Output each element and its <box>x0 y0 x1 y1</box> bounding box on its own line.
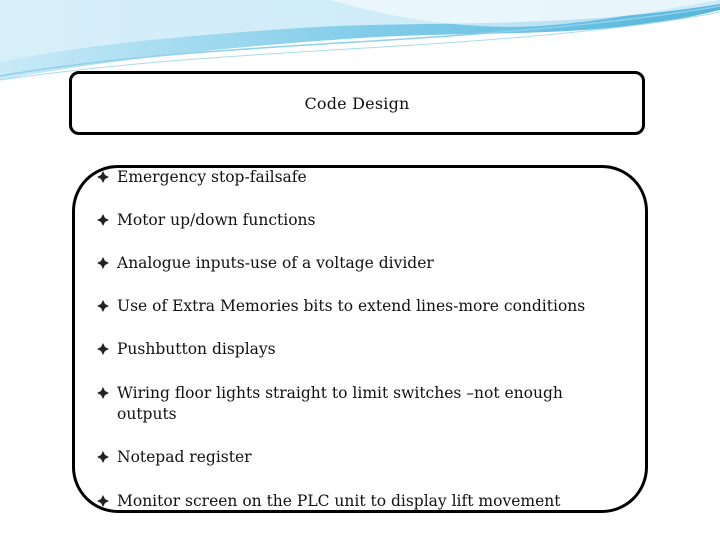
diamond-bullet-icon <box>96 256 110 270</box>
diamond-bullet-icon <box>96 170 110 184</box>
bullet-text: Pushbutton displays <box>117 340 276 358</box>
bullet-text: Wiring floor lights straight to limit switches –not enough outputs <box>117 384 563 423</box>
bullet-text: Use of Extra Memories bits to extend lines-more conditions <box>117 297 586 315</box>
bullet-text: Motor up/down functions <box>117 211 316 229</box>
bullet-item <box>96 491 616 512</box>
bullet-text: Analogue inputs-use of a voltage divider <box>117 254 434 272</box>
bullet-text: Monitor screen on the PLC unit to display lift movement <box>117 492 561 510</box>
bullet-text: Emergency stop-failsafe <box>117 168 307 186</box>
diamond-bullet-icon <box>96 299 110 313</box>
bullet-item <box>96 210 616 231</box>
diamond-bullet-icon <box>96 450 110 464</box>
title-box <box>69 71 645 135</box>
diamond-bullet-icon <box>96 213 110 227</box>
diamond-bullet-icon <box>96 386 110 400</box>
slide-title: Code Design <box>304 93 410 113</box>
diamond-bullet-icon <box>96 494 110 508</box>
bullet-item <box>96 253 616 274</box>
bullet-item <box>96 383 566 425</box>
bullet-text: Notepad register <box>117 448 252 466</box>
bullet-item <box>96 167 616 188</box>
bullet-item <box>96 296 616 317</box>
diamond-bullet-icon <box>96 342 110 356</box>
bullet-item <box>96 447 616 468</box>
bullet-item <box>96 339 616 360</box>
